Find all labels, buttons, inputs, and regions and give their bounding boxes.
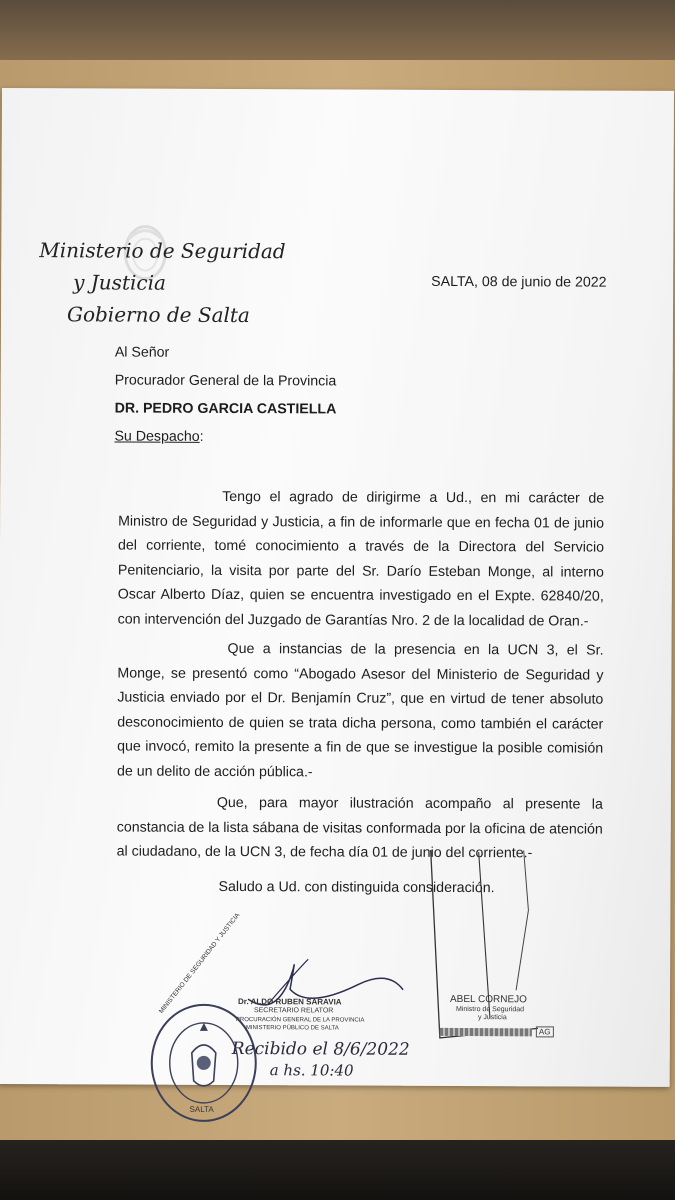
stamp-left-line-4: MINISTERIO PÚBLICO DE SALTA bbox=[245, 1025, 339, 1032]
recipient-position: Procurador General de la Provincia bbox=[114, 372, 337, 390]
letterhead-line-2: y Justicia bbox=[73, 270, 166, 295]
stamp-right-code: AG bbox=[536, 1026, 554, 1037]
stamp-left-line-2: SECRETARIO RELATOR bbox=[253, 1007, 334, 1015]
body-paragraph-3: Que, para mayor ilustración acompaño al presente la constancia de la lista sábana de visitas conformada por la oficina de atención al ciudadano, de la UCN 3, de fecha día 01 de junio del corriente.- bbox=[116, 794, 603, 862]
handwritten-received: Recibido el 8/6/2022 bbox=[231, 1039, 410, 1060]
body-paragraph-1: Tengo el agrado de dirigirme a Ud., en mi carácter de Ministro de Seguridad y Justicia, a fin de informarle que en fecha 01 de junio del corriente, tomé conocimiento a través de la Directora del Servicio Penitenciario, la visita por parte del Sr. Darío Esteban Monge, al interno Oscar Alberto Díaz, quien se encuentra investigado en el Expte. 62840/20, con intervención del Juzgado de Garantías Nro. 2 de la localidad de Oran.- bbox=[117, 488, 605, 630]
recipient-greeting: Al Señor bbox=[114, 344, 170, 361]
date-line: SALTA, 08 de junio de 2022 bbox=[431, 273, 607, 291]
stamp-right-line-2: Ministro de Seguridad bbox=[455, 1005, 525, 1014]
recipient-office-text: Su Despacho bbox=[114, 428, 200, 445]
handwritten-time: a hs. 10:40 bbox=[269, 1061, 354, 1080]
closing-line: Saludo a Ud. con distinguida consideración. bbox=[218, 878, 495, 897]
seal-text: MINISTERIO DE SEGURIDAD Y JUSTICIA bbox=[157, 911, 242, 1016]
letter-page bbox=[0, 88, 674, 1114]
recipient-office: Su Despacho: bbox=[114, 428, 204, 445]
letterhead-line-3: Gobierno de Salta bbox=[66, 302, 250, 328]
table-surface bbox=[0, 1140, 675, 1200]
body-paragraph-2: Que a instancias de la presencia en la UCN 3, el Sr. Monge, se presentó como “Abogado Asesor del Ministerio de Seguridad y Justicia enviado por el Dr. Benjamín Cruz”, que en virtud de tener absoluto desconocimiento de quien se trata dicha persona, como también el carácter que invocó, remito la presente a fin de que se investigue la posible comisión de un delito de acción pública.- bbox=[116, 640, 604, 781]
letterhead-line-1: Ministerio de Seguridad bbox=[39, 238, 286, 264]
stamp-right-barcode bbox=[440, 1028, 532, 1036]
stamp-right-line-3: y Justicia bbox=[477, 1014, 507, 1022]
recipient-name: DR. PEDRO GARCIA CASTIELLA bbox=[114, 400, 337, 418]
stamp-left-line-3: PROCURACIÓN GENERAL DE LA PROVINCIA bbox=[235, 1017, 365, 1024]
stamp-right-name: ABEL CORNEJO bbox=[450, 993, 527, 1006]
seal-city: SALTA bbox=[189, 1104, 214, 1114]
stamp-left-name: Dr. ALDO RUBEN SARAVIA bbox=[237, 997, 342, 1007]
